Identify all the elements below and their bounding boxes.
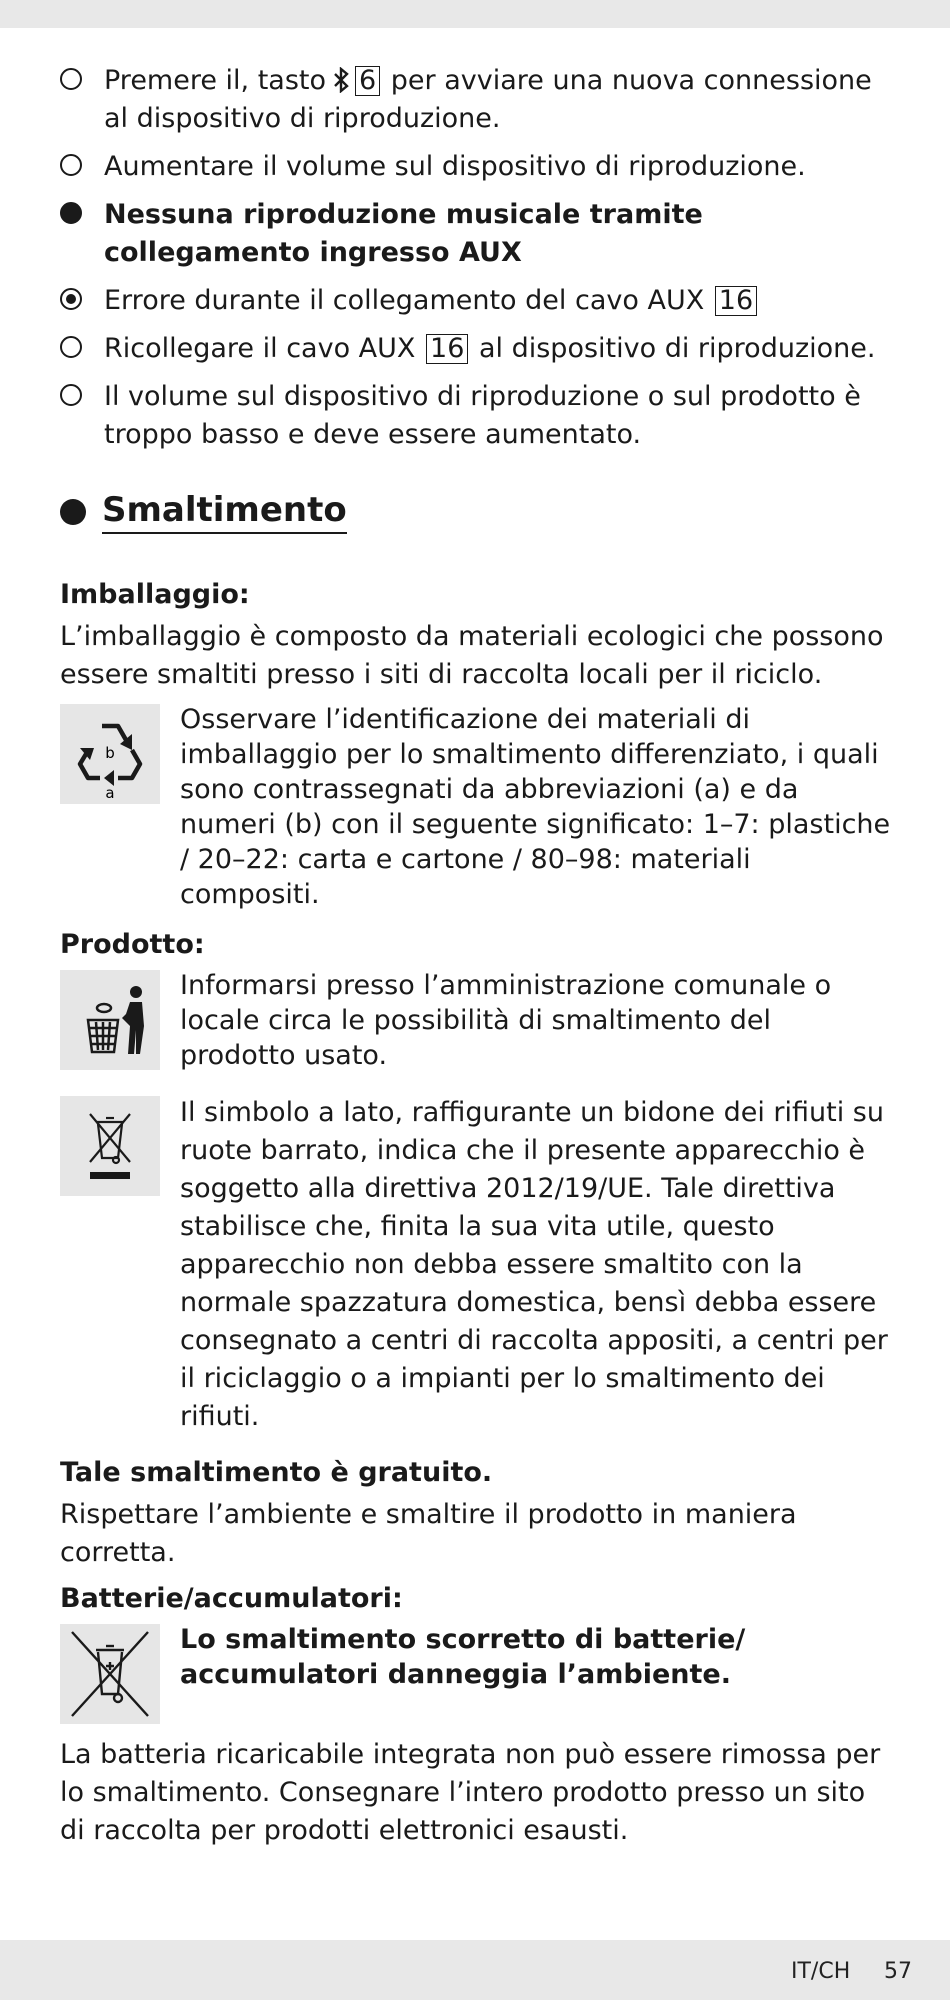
product-heading: Prodotto:	[60, 929, 205, 960]
bullet-filled-icon	[60, 202, 82, 224]
recycle-letter-a: a	[105, 784, 115, 802]
bullet-circle-icon	[60, 154, 82, 176]
problem-heading-text: Nessuna riproduzione musicale tramite collegamento ingresso AUX	[104, 199, 703, 268]
product-row	[60, 968, 892, 1080]
list-item	[60, 378, 892, 454]
tidyman-bin-icon	[60, 970, 160, 1070]
battery-heading: Batterie/accumulatori:	[60, 1583, 403, 1614]
page-number: 57	[884, 1959, 912, 1984]
bullet-circle-icon	[60, 68, 82, 90]
bullet-circle-icon	[60, 336, 82, 358]
item-text: Ricollegare il cavo AUX	[104, 333, 416, 364]
page-content	[60, 62, 892, 1858]
crossed-bin-icon	[60, 1096, 160, 1196]
free-disposal-text: Rispettare l’ambiente e smaltire il prodotto in maniera corretta.	[60, 1499, 797, 1568]
item-text: Premere il, tasto	[104, 65, 327, 96]
item-text: Errore durante il collegamento del cavo AUX	[104, 285, 705, 316]
product-text: Informarsi presso l’amministrazione comunale o locale circa le possibilità di smaltimento del prodotto usato.	[180, 970, 832, 1071]
recycle-letter-b: b	[105, 744, 115, 762]
recycle-row	[60, 702, 892, 912]
item-text: al dispositivo di riproduzione.	[478, 333, 876, 364]
bluetooth-icon	[332, 67, 350, 93]
weee-text: Il simbolo a lato, raffigurante un bidone dei rifiuti su ruote barrato, indica che il presente apparecchio è soggetto alla direttiva 2012/19/UE. Tale direttiva stabilisce che, finita la sua vita utile, questo apparecchio non debba essere smaltito con la normale spazzatura domestica, bensì debba essere consegnato a centri di raccolta appositi, a centri per il riciclaggio o a impianti per lo smaltimento dei rifiuti.	[180, 1097, 888, 1432]
item-text: per avviare una nuova connessione al dispositivo di riproduzione.	[104, 65, 872, 134]
bullet-dot-circle-icon	[60, 288, 82, 310]
footer-region: IT/CH	[791, 1959, 851, 1984]
packaging-text: L’imballaggio è composto da materiali ecologici che possono essere smaltiti presso i siti di raccolta locali per il riciclo.	[60, 621, 884, 690]
list-item	[60, 148, 892, 186]
weee-row	[60, 1094, 892, 1436]
free-disposal-heading: Tale smaltimento è gratuito.	[60, 1457, 493, 1488]
recycle-icon	[60, 704, 160, 804]
item-text: Il volume sul dispositivo di riproduzione o sul prodotto è troppo basso e deve essere aumentato.	[104, 381, 861, 450]
section-title-text: Smaltimento	[102, 490, 347, 534]
list-item	[60, 282, 892, 320]
part-number: 16	[426, 334, 468, 364]
item-text: Aumentare il volume sul dispositivo di riproduzione.	[104, 151, 806, 182]
part-number: 16	[715, 286, 757, 316]
list-item	[60, 62, 892, 138]
battery-warning-text: Lo smaltimento scorretto di batterie/ accumulatori danneggia l’ambiente.	[180, 1624, 746, 1690]
problem-heading	[60, 196, 892, 272]
bullet-circle-icon	[60, 384, 82, 406]
battery-row	[60, 1622, 892, 1722]
list-item	[60, 330, 892, 368]
bullet-filled-icon	[60, 499, 86, 525]
packaging-heading: Imballaggio:	[60, 579, 250, 610]
recycle-text: Osservare l’identificazione dei materiali di imballaggio per lo smaltimento differenziato, i quali sono contrassegnati da abbreviazioni (a) e da numeri (b) con il seguente significato: 1–7: plastiche / 20–22: carta e cartone / 80–98: materiali compositi.	[180, 704, 891, 910]
section-title	[60, 488, 892, 532]
crossed-bin-battery-icon	[60, 1624, 160, 1724]
top-band	[0, 0, 950, 28]
battery-text: La batteria ricaricabile integrata non può essere rimossa per lo smaltimento. Consegnare l’intero prodotto presso un sito di raccolta per prodotti elettronici esausti.	[60, 1739, 881, 1846]
part-number: 6	[355, 66, 380, 96]
